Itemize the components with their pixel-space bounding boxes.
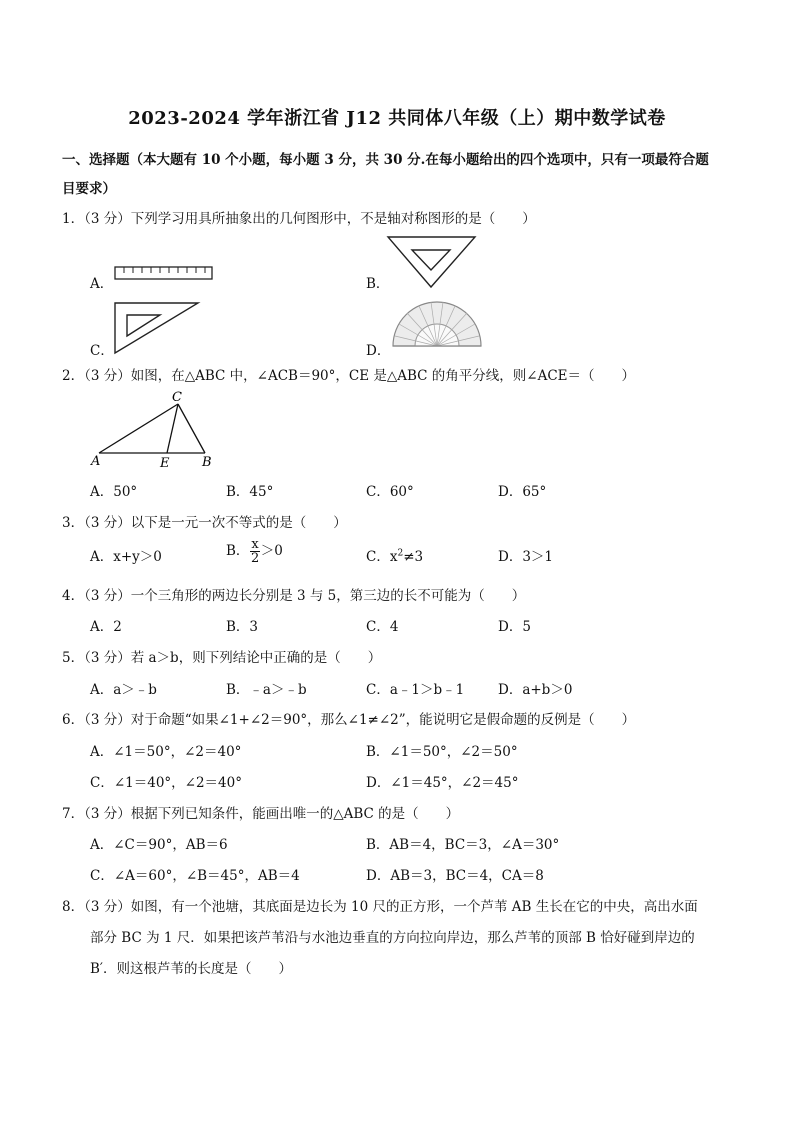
q2-option-a: A．50° (90, 484, 138, 500)
q2-option-b: B．45° (226, 484, 274, 500)
page-title: 2023-2024 学年浙江省 J12 共同体八年级（上）期中数学试卷 (128, 108, 666, 129)
q7-option-b: B．AB＝4，BC＝3，∠A＝30° (366, 837, 560, 853)
label-b: B (202, 455, 212, 470)
ruler-figure (114, 262, 214, 282)
q2-option-d: D．65° (498, 484, 547, 500)
q5-option-a: A．a＞﹣b (90, 682, 157, 698)
fraction-denominator: 2 (250, 551, 260, 566)
label-a: A (91, 454, 101, 469)
q3-option-a: A．x+y＞0 (90, 549, 162, 565)
protractor-figure (390, 298, 484, 350)
question-5-stem: 5．（3 分）若 a＞b，则下列结论中正确的是（ ） (62, 650, 382, 666)
q6-option-a: A．∠1＝50°，∠2＝40° (90, 744, 242, 760)
q5-option-c: C．a﹣1＞b﹣1 (366, 682, 465, 698)
q3-option-c (366, 545, 423, 565)
q3-option-c-exponent: 2 (397, 548, 404, 559)
q3-option-d: D．3＞1 (498, 549, 554, 565)
triangle-abc-figure (86, 388, 222, 472)
fraction-x-over-2 (250, 538, 259, 565)
q4-option-d: D．5 (498, 619, 531, 635)
q4-option-a: A．2 (90, 619, 122, 635)
q6-option-b: B．∠1＝50°，∠2＝50° (366, 744, 518, 760)
q2-option-c: C．60° (366, 484, 414, 500)
question-6-stem: 6．（3 分）对于命题“如果∠1+∠2＝90°，那么∠1≠∠2”，能说明它是假命题的反例是（ ） (62, 712, 636, 728)
question-8-line1: 8．（3 分）如图，有一个池塘，其底面是边长为 10 尺的正方形，一个芦苇 AB 生长在它的中央，高出水面 (62, 899, 698, 915)
label-e: E (160, 456, 170, 471)
label-c: C (172, 390, 182, 405)
q6-option-d: D．∠1＝45°，∠2＝45° (366, 775, 519, 791)
triangle-ruler-figure (386, 232, 478, 290)
q7-option-c: C．∠A＝60°，∠B＝45°，AB＝4 (90, 868, 300, 884)
question-8-line2: 部分 BC 为 1 尺．如果把该芦苇沿与水池边垂直的方向拉向岸边，那么芦苇的顶部 B 恰好碰到岸边的 (90, 930, 695, 946)
q1-option-a-label: A． (90, 276, 114, 292)
fraction-numerator: x (251, 537, 259, 552)
q4-option-b: B．3 (226, 619, 259, 635)
question-1-stem: 1．（3 分）下列学习用具所抽象出的几何图形中，不是轴对称图形的是（ ） (62, 211, 536, 227)
q3-option-b-prefix: B． (226, 543, 250, 559)
q1-option-b-label: B． (366, 276, 390, 292)
question-3-stem: 3．（3 分）以下是一元一次不等式的是（ ） (62, 515, 347, 531)
q3-option-b-suffix: ＞0 (260, 543, 283, 559)
q1-option-c-label: C． (90, 343, 114, 359)
question-4-stem: 4．（3 分）一个三角形的两边长分别是 3 与 5，第三边的长不可能为（ ） (62, 588, 526, 604)
section-heading-line1: 一、选择题（本大题有 10 个小题，每小题 3 分，共 30 分.在每小题给出的四个选项中，只有一项最符合题 (62, 152, 709, 168)
q7-option-a: A．∠C＝90°，AB＝6 (90, 837, 228, 853)
q5-option-d: D．a+b＞0 (498, 682, 573, 698)
q5-option-b: B．﹣a＞﹣b (226, 682, 307, 698)
q7-option-d: D．AB＝3，BC＝4，CA＝8 (366, 868, 544, 884)
question-7-stem: 7．（3 分）根据下列已知条件，能画出唯一的△ABC 的是（ ） (62, 806, 460, 822)
q4-option-c: C．4 (366, 619, 399, 635)
q1-option-d-label: D． (366, 343, 391, 359)
set-square-figure (112, 300, 202, 356)
q3-option-c-suffix: ≠3 (403, 549, 424, 565)
question-8-line3: B′．则这根芦苇的长度是（ ） (90, 961, 292, 977)
question-2-stem: 2．（3 分）如图，在△ABC 中，∠ACB＝90°，CE 是△ABC 的角平分线，则∠ACE＝（ ） (62, 368, 636, 384)
q3-option-b (226, 538, 283, 565)
section-heading-line2: 目要求） (62, 181, 116, 197)
q6-option-c: C．∠1＝40°，∠2＝40° (90, 775, 242, 791)
q3-option-c-prefix: C．x (366, 549, 398, 565)
